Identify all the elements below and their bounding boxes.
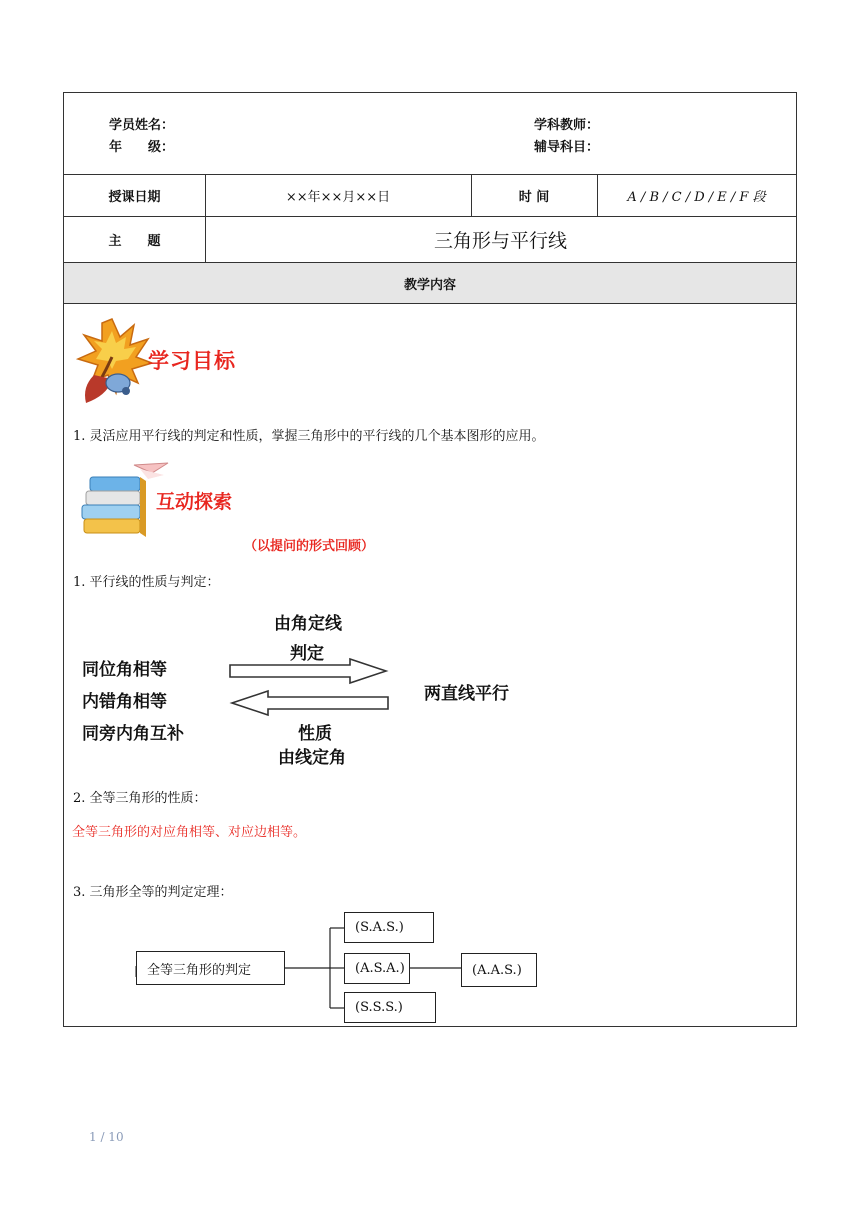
- diagram-bottom-label-2: 由线定角: [278, 748, 346, 768]
- date-time-row: [64, 175, 796, 217]
- explore-item-3: 3. 三角形全等的判定定理：: [73, 885, 233, 900]
- interactive-explore-banner: [72, 459, 252, 541]
- congruence-tree: [134, 911, 554, 1029]
- page-number: 1 / 10: [89, 1130, 124, 1144]
- content-header-row: [64, 263, 796, 304]
- diagram-left-line-2: 内错角相等: [82, 692, 167, 712]
- diagram-left-line-1: 同位角相等: [82, 660, 167, 680]
- time-value: A / B / C / D / E / F 段: [627, 190, 766, 205]
- tree-branch-asa: (A.S.A.): [344, 953, 410, 984]
- left-arrow-icon: [232, 691, 388, 715]
- date-label: 授课日期: [108, 190, 161, 205]
- date-value: ××年××月××日: [285, 190, 391, 205]
- topic-title: 三角形与平行线: [433, 230, 567, 252]
- parallel-lines-diagram: [76, 603, 536, 783]
- review-note: （以提问的形式回顾）: [244, 539, 375, 554]
- diagram-arrows: [228, 657, 390, 717]
- explore-item-2-answer: 全等三角形的对应角相等、对应边相等。: [72, 825, 307, 840]
- explore-item-2: 2. 全等三角形的性质：: [73, 791, 207, 806]
- tree-root: 全等三角形的判定: [136, 951, 285, 985]
- time-label: 时 间: [518, 190, 550, 205]
- diagram-top-label-1: 由角定线: [274, 614, 342, 634]
- tree-branch-aas: (A.A.S.): [461, 953, 537, 987]
- topic-row: [64, 217, 796, 263]
- content-header: 教学内容: [403, 277, 456, 293]
- topic-label: 主 题: [108, 234, 161, 249]
- learning-goals-title: 学习目标: [148, 349, 236, 373]
- subject-label: 辅导科目：: [534, 140, 600, 155]
- student-name-label: 学员姓名：: [109, 118, 175, 133]
- right-arrow-icon: [230, 659, 386, 683]
- explore-item-1: 1. 平行线的性质与判定：: [73, 575, 220, 590]
- lesson-sheet: [63, 92, 797, 1027]
- interactive-explore-title: 互动探索: [156, 491, 233, 513]
- diagram-bottom-label-1: 性质: [298, 724, 332, 744]
- student-info-row: [64, 93, 796, 175]
- tree-branch-sas: (S.A.S.): [344, 912, 434, 943]
- goal-item-1: 1. 灵活应用平行线的判定和性质，掌握三角形中的平行线的几个基本图形的应用。: [73, 429, 545, 444]
- diagram-left-line-3: 同旁内角互补: [82, 724, 184, 744]
- diagram-top-label-2: 判定: [290, 644, 324, 664]
- teacher-label: 学科教师：: [534, 118, 600, 133]
- tree-branch-sss: (S.S.S.): [344, 992, 436, 1023]
- diagram-right-label: 两直线平行: [424, 684, 509, 704]
- grade-label: 年 级：: [109, 140, 175, 155]
- learning-goals-banner: [72, 317, 252, 407]
